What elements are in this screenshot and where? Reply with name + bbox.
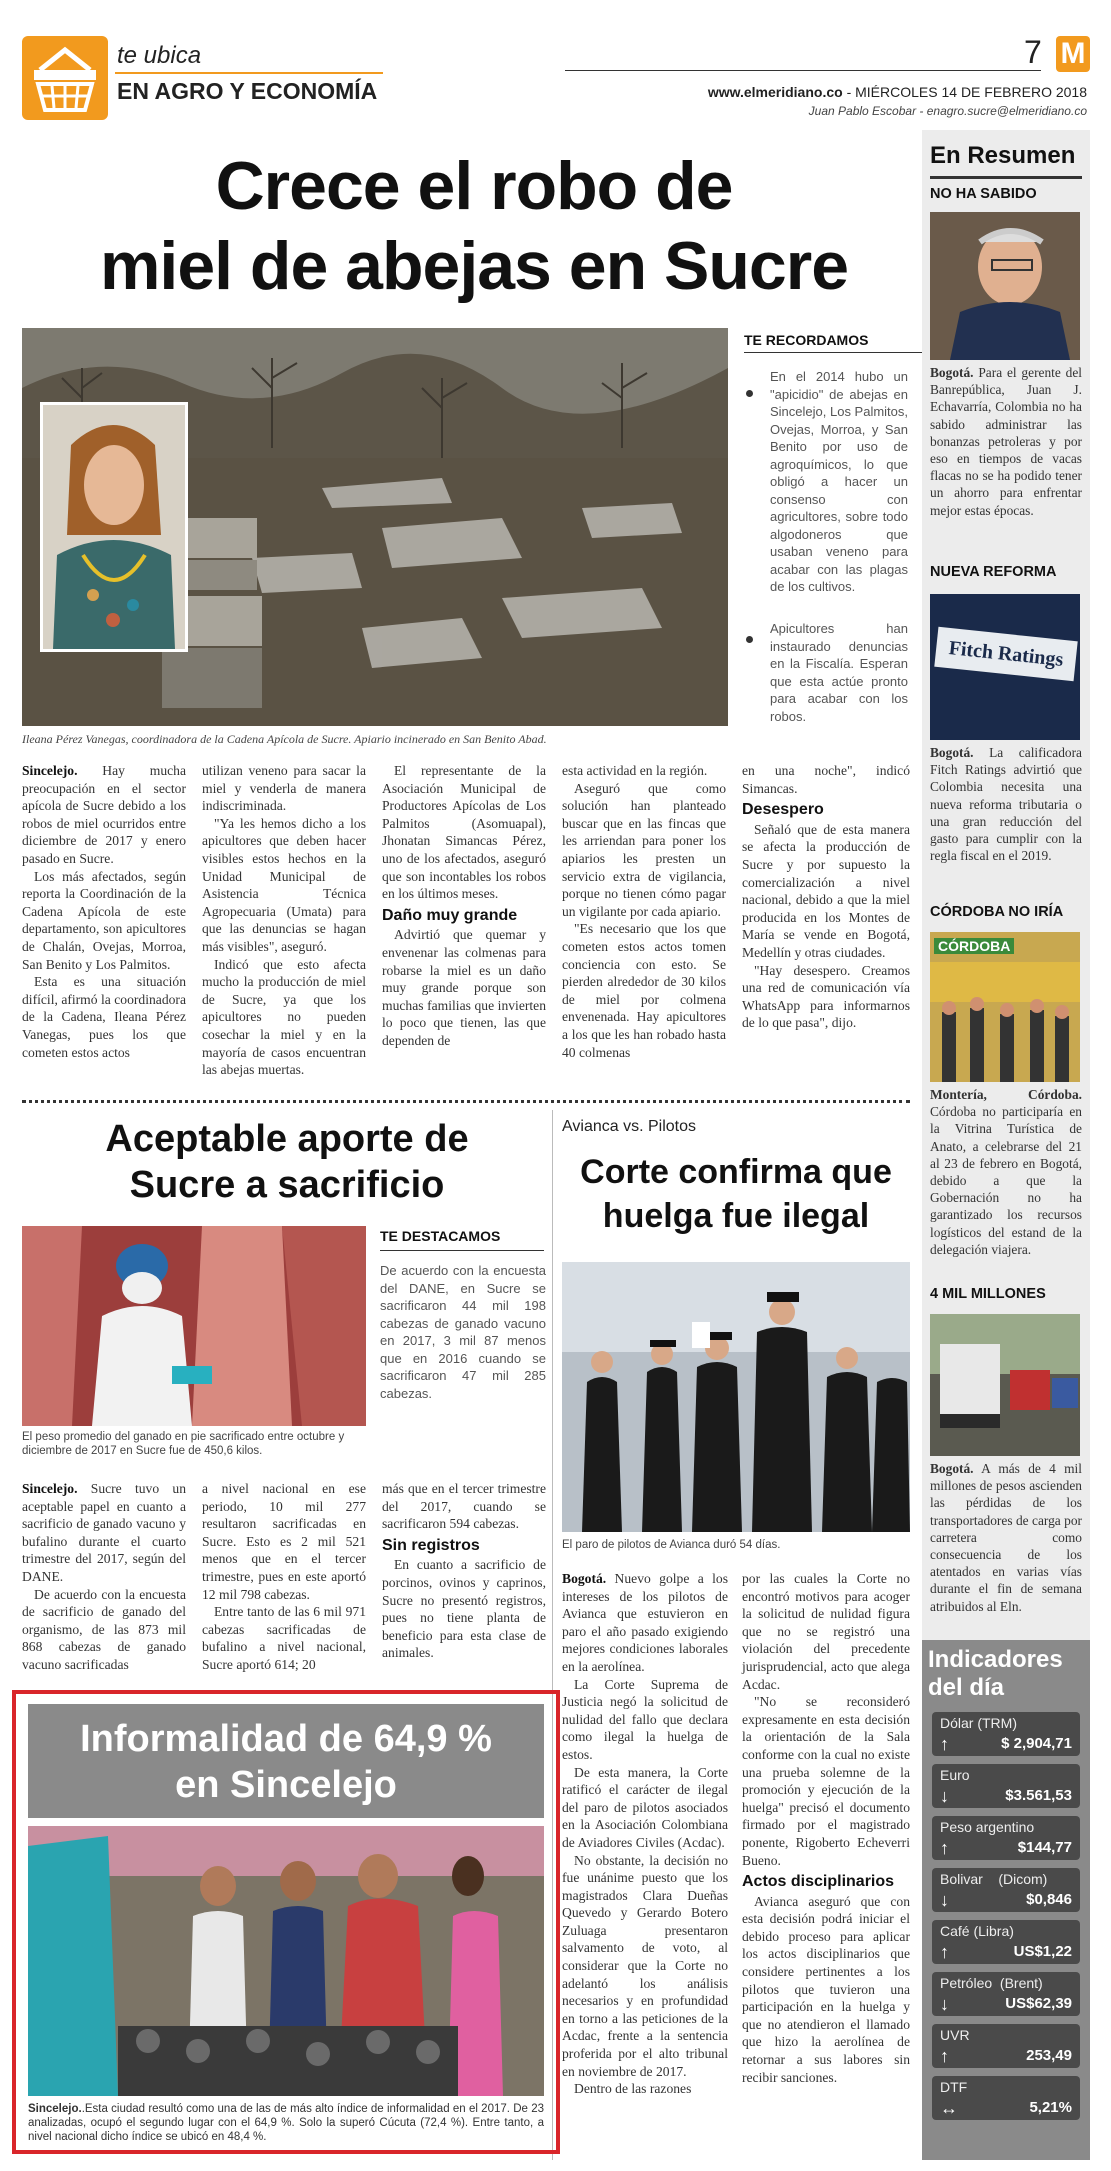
sidebar-lead: Montería, Córdoba. xyxy=(930,1087,1082,1102)
meridiano-logo xyxy=(1056,36,1090,72)
main-headline xyxy=(22,146,926,306)
dateline-lead: Sincelejo. xyxy=(22,763,78,778)
paragraph: No obstante, la decisión no fue unánime puesto que los magistrados Clara Dueñas Quevedo y Gerardo Botero Zuluaga presentaron salvamento de voto, al considerar que la Corte no adelantó los análisis necesarios y en profundidad en torno a las peticiones de la Acdac, frente a la sentencia proferida por el alto tribunal en noviembre de 2017. xyxy=(562,1852,728,2079)
arrow-up-icon: ↑ xyxy=(940,1838,949,1858)
headline-line1: Aceptable aporte de xyxy=(105,1118,469,1160)
sidebar-body: Córdoba no participaría en la Vitrina Turística de Anato, a celebrarse del 21 al 23 de febrero en Bogotá, debido a que la Gobernación no ha garantizado los recursos logísticos del estand de la delegación viajera. xyxy=(930,1104,1082,1257)
indicadores-line1: Indicadores xyxy=(928,1646,1063,1673)
sidebar-text-2 xyxy=(930,744,1082,864)
indicator-value: 5,21% xyxy=(1029,2099,1072,2116)
indicator-dolar xyxy=(932,1712,1080,1756)
slaughter-scene xyxy=(22,1226,366,1426)
section-small: te ubica xyxy=(117,42,202,69)
dateline-lead: Sincelejo. xyxy=(22,1481,78,1496)
sidebar-body: A más de 4 mil millones de pesos ascienden las pérdidas de los transportadores de carga por carretera como consecuencia de los atentados en varias vías durante el fin de semana atribuidos al Eln. xyxy=(930,1461,1082,1614)
sidebar-head-3: CÓRDOBA NO IRÍA xyxy=(930,904,1064,920)
paragraph: en una noche", indicó Simancas. xyxy=(742,763,910,796)
basket-icon xyxy=(22,36,108,120)
indicator-name: DTF xyxy=(940,2079,968,2095)
indicator-cafe xyxy=(932,1920,1080,1964)
sidebar-body: Para el gerente del Banrepública, Juan J. Echavarría, Colombia no ha sabido administrar las bonanzas petroleras y por eso en tiempos de vacas flacas no se ha podido tener un ahorro para enfrentar mejor estas épocas. xyxy=(930,365,1082,518)
indicator-peso-argentino xyxy=(932,1816,1080,1860)
arrow-up-icon: ↑ xyxy=(940,1942,949,1962)
destacamos-rule xyxy=(380,1250,544,1251)
paragraph: Señaló que de esta manera se afecta la producción de Sucre y por supuesto la comercialización a nivel nacional, debido a que la miel producida en los Montes de María se vende en Bogotá, Medellín y otras ciudades. xyxy=(742,821,910,960)
paragraph: más que en el tercer trimestre del 2017, cuando se sacrificaron 594 cabezas. xyxy=(382,1481,546,1532)
indicator-name: Euro xyxy=(940,1767,970,1783)
dateline xyxy=(708,84,1087,100)
indicadores-line2: del día xyxy=(928,1674,1005,1701)
sacrificio-col-2 xyxy=(202,1480,366,1674)
caption-text: .Esta ciudad resultó como una de las de más alto índice de informalidad en el 2017. De 23 analizadas, ocupó el segundo lugar con el 64,9 %. Solo la superó Cúcuta (72,4 %). Entre tanto, a nivel nacional dicho índice se ubicó en 48,4 %. xyxy=(28,2103,544,2143)
subhead: Desespero xyxy=(742,801,824,819)
recordamos-bullet-2 xyxy=(746,636,753,643)
indicadores-title xyxy=(928,1646,1063,1702)
dateline-lead: Bogotá. xyxy=(562,1571,607,1586)
echavarria-drawing xyxy=(930,212,1080,360)
sidebar-body: La calificadora Fitch Ratings advirtió que Colombia necesita una nueva reforma tributaria o una gran reducción del gasto para cumplir con la regla fiscal en el 2019. xyxy=(930,745,1082,864)
arrow-up-icon: ↑ xyxy=(940,2046,949,2066)
sacrificio-col-1 xyxy=(22,1480,186,1674)
sidebar-title-rule xyxy=(930,176,1082,179)
indicator-uvr xyxy=(932,2024,1080,2068)
subhead: Actos disciplinarios xyxy=(742,1873,895,1891)
sidebar-text-4 xyxy=(930,1460,1082,1615)
slaughter-photo xyxy=(22,1226,366,1426)
indicator-value: $144,77 xyxy=(1017,1839,1072,1856)
paragraph: a nivel nacional en ese periodo, 10 mil 277 resultaron sacrificadas en Sucre. Esto es 2 mil 521 menos que en el tercer trimestre, pues en este aportó 12 mil 798 cabezas. xyxy=(202,1481,366,1602)
market-caption xyxy=(28,2102,544,2144)
paragraph: Advirtió que quemar y envenenar las colmenas para robarse la miel es un daño muy grande porque son muchas familias que invierten lo poco que tienen, las que dependen de xyxy=(382,927,546,1048)
headline-line2: huelga fue ilegal xyxy=(602,1197,870,1235)
sidebar-lead: Bogotá. xyxy=(930,1461,974,1476)
cordoba-scene xyxy=(930,932,1080,1082)
headline-line2: en Sincelejo xyxy=(175,1764,397,1806)
indicator-petroleo xyxy=(932,1972,1080,2016)
paragraph: "Es necesario que los que cometen estos actos tomen conciencia con esto. Se pierden alrededor de 30 kilos de miel por colmena envenenada. Hay apicultores a los que les han robado hasta 40 colmenas xyxy=(562,921,726,1060)
pilots-caption: El paro de pilotos de Avianca duró 54 días. xyxy=(562,1539,781,1551)
editor: Juan Pablo Escobar - enagro.sucre@elmeridiano.co xyxy=(808,104,1087,118)
arrow-down-icon: ↓ xyxy=(940,1890,949,1910)
paragraph: Sucre tuvo un aceptable papel en cuanto a sacrificio de ganado vacuno y bufalino durante el cuarto trimestre del 2017, según del DANE. xyxy=(22,1481,186,1584)
paragraph: De esta manera, la Corte ratificó el carácter de ilegal del paro de pilotos asociados en la Asociación Colombiana de Aviadores Civiles (Acdac). xyxy=(562,1764,728,1850)
cordoba-banner: CÓRDOBA xyxy=(934,938,1014,954)
destacamos-title: TE DESTACAMOS xyxy=(380,1228,501,1244)
pilots-scene xyxy=(562,1262,910,1532)
paragraph: "No se reconsideró expresamente en esta decisión la orientación de la Sala conforme con la cual no existe una prueba solemne de la promoción y ejecución de la huelga" precisó el documento firmado por el magistrado ponente, Rigoberto Echeverri Bueno. xyxy=(742,1694,910,1868)
paragraph: Nuevo golpe a los intereses de los pilotos de Avianca que estuvieron en paro el año pasado exigiendo mejores condiciones laborales en la aerolínea. xyxy=(562,1571,728,1674)
market-scene xyxy=(28,1826,544,2096)
sidebar-head-1: NO HA SABIDO xyxy=(930,186,1037,202)
indicator-value: US$1,22 xyxy=(1013,1943,1072,1960)
paragraph: Aseguró que como solución han planteado buscar que en las fincas que les arriendan para poner los apiarios les presten un servicio extra de vigilancia, porque no tienen cómo pagar un vigilante por cada apiario. xyxy=(562,780,726,919)
headline-line1: Informalidad de 64,9 % xyxy=(80,1718,492,1760)
main-photo-caption: Ileana Pérez Vanegas, coordinadora de la Cadena Apícola de Sucre. Apiario incinerado en San Benito Abad. xyxy=(22,732,547,746)
main-col-4 xyxy=(562,762,726,1061)
sidebar-title: En Resumen xyxy=(930,142,1076,169)
destacamos-text: De acuerdo con la encuesta del DANE, en Sucre se sacrificaron 44 mil 198 cabezas de ganado vacuno en 2017, 3 mil 87 menos que en 2016 cuando se sacrificaron 47 mil 285 cabezas. xyxy=(380,1263,546,1401)
section-big: EN AGRO Y ECONOMÍA xyxy=(117,78,378,104)
paragraph: Esta es una situación difícil, afirmó la coordinadora de la Cadena, Ileana Pérez Vanegas, pues los que cometen estos actos xyxy=(22,974,186,1060)
date: - MIÉRCOLES 14 DE FEBRERO 2018 xyxy=(842,84,1087,100)
arrow-up-icon: ↑ xyxy=(940,1734,949,1754)
paragraph: por las cuales la Corte no encontró motivos para acoger la solicitud de nulidad figura que no se registró una violación del precedente jurisprudencial, acto que alega Acdac. xyxy=(742,1571,910,1692)
trucks-scene xyxy=(930,1314,1080,1456)
sidebar-text-3 xyxy=(930,1086,1082,1258)
recordamos-rule xyxy=(744,352,924,353)
headline-line1: Crece el robo de xyxy=(215,148,733,224)
sidebar-text-1 xyxy=(930,364,1082,519)
sidebar-head-4: 4 MIL MILLONES xyxy=(930,1286,1046,1302)
ileana-portrait xyxy=(40,402,188,652)
informalidad-headline xyxy=(28,1704,544,1818)
indicator-dtf xyxy=(932,2076,1080,2120)
paragraph: Hay mucha preocupación en el sector apícola de Sucre debido a los robos de miel ocurridos entre diciembre de 2017 y enero pasado en Sucre. xyxy=(22,763,186,866)
indicator-name: Bolivar (Dicom) xyxy=(940,1871,1048,1887)
indicator-euro xyxy=(932,1764,1080,1808)
arrow-down-icon: ↓ xyxy=(940,1994,949,2014)
headline-line2: Sucre a sacrificio xyxy=(129,1164,445,1206)
paragraph: Avianca aseguró que con esta decisión podrá iniciar el debido proceso para aplicar los actos disciplinarios que considere pertinentes a los pilotos que tuvieron una participación en la huelga y que no atendieron el llamado que hizo la aerolínea de retornar a sus labores sin recibir sanciones. xyxy=(742,1893,910,2085)
indicator-name: UVR xyxy=(940,2027,970,2043)
section-logo xyxy=(22,36,108,120)
main-col-3 xyxy=(382,762,546,1050)
sidebar-head-2: NUEVA REFORMA xyxy=(930,564,1057,580)
page-number: 7 xyxy=(1024,34,1042,70)
informalidad-box xyxy=(12,1690,560,2154)
caption-lead: Sincelejo. xyxy=(28,2103,82,2115)
indicator-value: $ 2,904,71 xyxy=(1001,1735,1072,1752)
avianca-kicker: Avianca vs. Pilotos xyxy=(562,1118,696,1135)
recordamos-item-1: En el 2014 hubo un "apicidio" de abejas en Sincelejo, Los Palmitos, Ovejas, Morroa, y San Benito por uso de agroquímicos, lo que obligó a hacer un consenso con agricultores, sobre todo algodoneros que usaban veneno para acabar con las plagas de los cultivos. xyxy=(770,369,909,594)
avianca-col-1 xyxy=(562,1570,728,2098)
arrow-down-icon: ↓ xyxy=(940,1786,949,1806)
indicator-value: 253,49 xyxy=(1026,2047,1072,2064)
sidebar-lead: Bogotá. xyxy=(930,745,974,760)
recordamos-item-2: Apicultores han instaurado denuncias en la Fiscalía. Esperan que esta actúe pronto para acabar con los robos. xyxy=(770,621,908,724)
paragraph: Dentro de las razones xyxy=(574,2081,692,2097)
echavarria-photo xyxy=(930,212,1080,360)
paragraph: Indicó que esto afecta mucho la producción de miel de Sucre, ya que los apicultores no pueden cosechar la miel y en la mayoría de casos encuentran las abejas muertas. xyxy=(202,956,366,1078)
sacrificio-headline xyxy=(22,1116,552,1208)
sacrificio-col-3 xyxy=(382,1480,546,1662)
indicator-value: $3.561,53 xyxy=(1005,1787,1072,1804)
subhead: Sin registros xyxy=(382,1536,480,1554)
slaughter-caption: El peso promedio del ganado en pie sacrificado entre octubre y diciembre de 2017 en Sucre fue de 450,6 kilos. xyxy=(22,1431,345,1457)
paragraph: esta actividad en la región. xyxy=(562,763,708,778)
header-rule xyxy=(565,70,1041,71)
indicator-value: $0,846 xyxy=(1026,1891,1072,1908)
section-orange-rule xyxy=(115,72,383,74)
headline-line1: Corte confirma que xyxy=(580,1153,892,1191)
cordoba-photo xyxy=(930,932,1080,1082)
recordamos-bullet-1 xyxy=(746,390,753,397)
trucks-photo xyxy=(930,1314,1080,1456)
logo-letter: M xyxy=(1060,37,1086,70)
recordamos-title: TE RECORDAMOS xyxy=(744,332,869,348)
paragraph: "Hay desespero. Creamos una red de comunicación vía WhatsApp para informarnos de lo que pasa", dijo. xyxy=(742,962,910,1031)
main-col-1 xyxy=(22,762,186,1061)
paragraph: utilizan veneno para sacar la miel y venderla de manera indiscriminada. xyxy=(202,763,366,814)
paragraph: Los más afectados, según reporta la Coordinación de la Cadena Apícola de este departamento, son apicultores de Chalán, Ovejas, Morroa, San Benito y Los Palmitos. xyxy=(22,868,186,972)
indicator-name: Dólar (TRM) xyxy=(940,1715,1017,1731)
paragraph: En cuanto a sacrificio de porcinos, ovinos y caprinos, Sucre no presentó registros, pues no tiene planta de beneficio para esta clase de animales. xyxy=(382,1557,546,1661)
paragraph: De acuerdo con la encuesta de sacrificio de ganado del organismo, de las 873 mil 868 cabezas de ganado vacuno sacrificadas xyxy=(22,1586,186,1672)
indicator-name: Peso argentino xyxy=(940,1819,1035,1835)
sidebar-lead: Bogotá. xyxy=(930,365,974,380)
arrow-both-icon: ↔ xyxy=(940,2098,958,2118)
subhead: Daño muy grande xyxy=(382,906,518,924)
paragraph: "Ya les hemos dicho a los apicultores que deben hacer visibles estos hechos en la Unidad Municipal de Asistencia Técnica Agropecuaria (Umata) para que las denuncias se hagan más visibles", aseguró. xyxy=(202,815,366,954)
main-col-5 xyxy=(742,762,910,1032)
portrait-drawing xyxy=(43,405,185,649)
indicator-name: Petróleo (Brent) xyxy=(940,1975,1043,1991)
pilots-photo xyxy=(562,1262,910,1532)
paragraph: El representante de la Asociación Municipal de Productores Apícolas de Los Palmitos (Asomuapal), Jhonatan Simancas Pérez, uno de los afectados, aseguró que son incontables los robos en los últimos meses. xyxy=(382,763,546,902)
market-photo xyxy=(28,1826,544,2096)
indicator-bolivar xyxy=(932,1868,1080,1912)
avianca-headline xyxy=(562,1150,910,1238)
headline-line2: miel de abejas en Sucre xyxy=(99,228,849,304)
indicator-value: US$62,39 xyxy=(1005,1995,1072,2012)
avianca-col-2 xyxy=(742,1570,910,2086)
main-col-2 xyxy=(202,762,366,1079)
fitch-sign: Fitch Ratings xyxy=(934,627,1077,681)
indicator-name: Café (Libra) xyxy=(940,1923,1014,1939)
paragraph: La Corte Suprema de Justicia negó la solicitud de nulidad del fallo que declara como ilegal la huelga de estos. xyxy=(562,1676,728,1762)
paragraph: Entre tanto de las 6 mil 971 cabezas sacrificadas de bufalino a nivel nacional, Sucre aportó 614; 20 xyxy=(202,1604,366,1672)
site-url[interactable]: www.elmeridiano.co xyxy=(707,84,843,100)
dotted-separator xyxy=(22,1100,910,1103)
fitch-photo xyxy=(930,594,1080,740)
